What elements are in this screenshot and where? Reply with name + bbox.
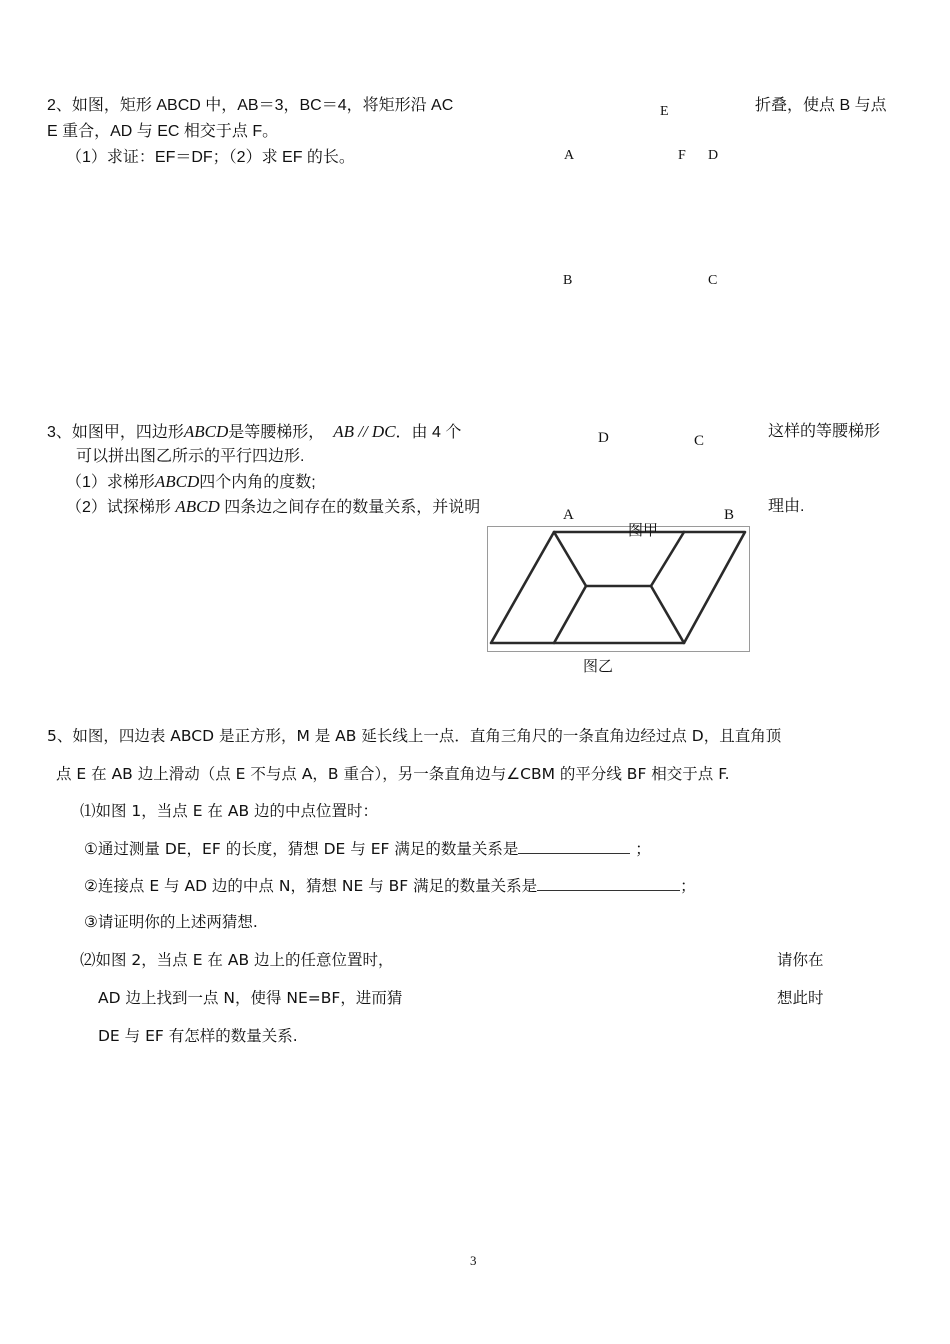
problem5-p1a-text: ①通过测量 DE，EF 的长度，猜想 DE 与 EF 满足的数量关系是 [84, 840, 519, 858]
figure-label-b: B [563, 273, 573, 288]
problem3-line1-right: 这样的等腰梯形 [768, 423, 881, 440]
problem2-line2: E 重合，AD 与 EC 相交于点 F。 [47, 123, 279, 140]
problem3-line1-mid: 是等腰梯形， [228, 424, 325, 441]
figure-jia-label-b: B [724, 507, 735, 523]
problem5-p2-line2-right: 想此时 [777, 989, 824, 1007]
figure-jia-label-a: A [563, 507, 574, 523]
problem3-q2 [66, 497, 480, 518]
problem5-p1b-text: ②连接点 E 与 AD 边的中点 N，猜想 NE 与 BF 满足的数量关系是 [84, 877, 538, 895]
problem3-abcd: ABCD [183, 422, 229, 441]
problem3-q2-abcd: ABCD [175, 497, 220, 516]
problem3-line1 [47, 422, 461, 443]
page-number: 3 [470, 1253, 477, 1268]
figure-label-c: C [708, 273, 718, 288]
problem2-line1-right: 折叠，使点 B 与点 [755, 97, 887, 114]
lower-right-edge [651, 586, 684, 643]
problem3-line1-prefix: 3、如图甲，四边形 [47, 424, 184, 441]
caption-jia: 图甲 [628, 522, 659, 539]
figure-label-a: A [564, 148, 575, 163]
problem3-q1-abcd: ABCD [154, 472, 200, 491]
problem3-q2-suffix: 四条边之间存在的数量关系，并说明 [224, 499, 481, 516]
problem5-p1a [84, 838, 651, 859]
problem5-line2: 点 E 在 AB 边上滑动（点 E 不与点 A，B 重合），另一条直角边与∠CBM 的平分线 BF 相交于点 F. [56, 765, 730, 783]
problem3-line2: 可以拼出图乙所示的平行四边形. [76, 448, 305, 465]
parallelogram-outline [491, 532, 745, 643]
problem2-line3: （1）求证：EF＝DF；（2）求 EF 的长。 [66, 149, 355, 166]
figure-label-f: F [678, 148, 686, 163]
problem3-q1-suffix: 四个内角的度数; [199, 474, 316, 491]
problem5-p1b [84, 875, 696, 896]
problem5-p1: ⑴如图 1，当点 E 在 AB 边的中点位置时： [80, 802, 379, 820]
problem3-parallel: AB // DC [333, 422, 396, 441]
problem5-p2-line2-left: AD 边上找到一点 N，使得 NE=BF，进而猜 [98, 989, 403, 1007]
problem5-p2-right: 请你在 [777, 951, 824, 969]
caption-yi: 图乙 [583, 658, 614, 675]
problem5-p1a-end: ； [635, 840, 651, 858]
figure-label-e: E [660, 104, 669, 119]
upper-trapezoid-edges [554, 532, 684, 586]
problem5-p2-left: ⑵如图 2，当点 E 在 AB 边上的任意位置时， [80, 951, 394, 969]
problem3-q2-right: 理由. [768, 498, 805, 515]
problem5-p1c: ③请证明你的上述两猜想. [84, 913, 258, 931]
figure-yi-parallelogram [487, 526, 750, 652]
problem5-line1: 5、如图，四边表 ABCD 是正方形，M 是 AB 延长线上一点．直角三角尺的一条直角边经过点 D，且直角顶 [47, 727, 782, 745]
answer-blank-2[interactable] [537, 875, 680, 891]
problem3-q2-prefix: （2）试探梯形 [66, 499, 171, 516]
problem3-q1-prefix: （1）求梯形 [66, 474, 155, 491]
figure-jia-label-d: D [598, 430, 609, 446]
lower-left-edge [554, 586, 586, 643]
problem3-line1-suffix: ．由 4 个 [395, 424, 462, 441]
problem5-p2-line3: DE 与 EF 有怎样的数量关系. [98, 1027, 298, 1045]
figure-jia-label-c: C [694, 433, 705, 449]
problem5-p1b-end: ； [680, 877, 696, 895]
problem2-line1: 2、如图，矩形 ABCD 中，AB＝3，BC＝4，将矩形沿 AC [47, 97, 454, 114]
problem3-q1 [66, 472, 316, 493]
figure-label-d: D [708, 148, 719, 163]
answer-blank-1[interactable] [518, 838, 630, 854]
